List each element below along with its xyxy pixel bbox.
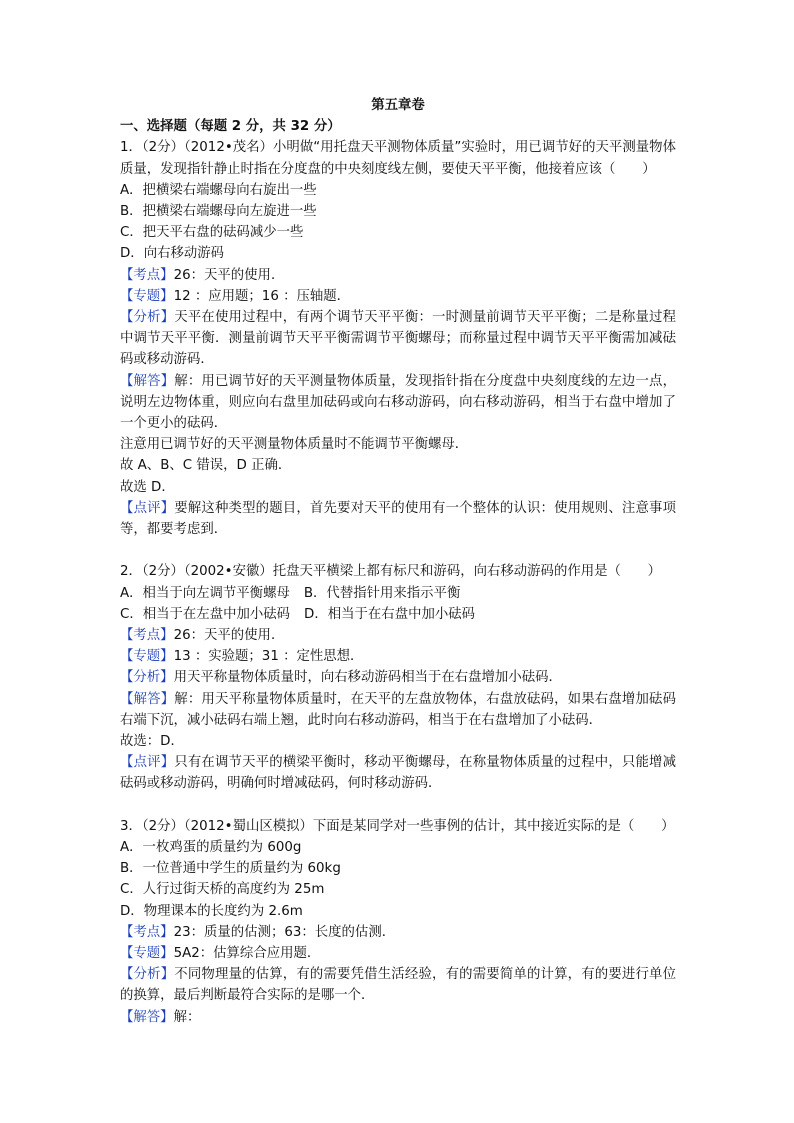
jieda-text: 解： bbox=[173, 1009, 201, 1025]
dianping-tag: 【点评】 bbox=[120, 755, 175, 771]
zhuanti-row bbox=[120, 943, 676, 964]
jieda-tag: 【解答】 bbox=[120, 691, 175, 707]
option-a: A．相当于向左调节平衡螺母 bbox=[120, 585, 290, 601]
fenxi-row bbox=[120, 307, 676, 371]
dianping-row bbox=[120, 752, 676, 794]
jieda-row bbox=[120, 689, 676, 731]
option-b: B．代替指针用来指示平衡 bbox=[303, 585, 461, 601]
zhuanti-text: 5A2：估算综合应用题． bbox=[173, 946, 321, 962]
section-heading: 一、选择题（每题 2 分，共 32 分） bbox=[120, 119, 341, 135]
option-a: A．一枚鸡蛋的质量约为 600g bbox=[120, 840, 302, 856]
question-3 bbox=[120, 816, 676, 1028]
option-b: B．把横梁右端螺母向左旋进一些 bbox=[120, 203, 317, 219]
jieda-tag: 【解答】 bbox=[120, 1009, 174, 1025]
kaodian-row bbox=[120, 265, 676, 286]
jieda-tag: 【解答】 bbox=[120, 373, 175, 389]
zhuanti-text: 12 ：应用题；16 ：压轴题． bbox=[173, 288, 351, 304]
kaodian-tag: 【考点】 bbox=[120, 628, 174, 644]
dianping-text: 只有在调节天平的横梁平衡时，移动平衡螺母，在称量物体质量的过程中，只能增减砝码或移动游码，明确何时增减砝码，何时移动游码． bbox=[120, 755, 677, 792]
option-c: C．把天平右盘的砝码减少一些 bbox=[120, 225, 304, 241]
kaodian-text: 23：质量的估测；63：长度的估测． bbox=[173, 924, 396, 940]
kaodian-text: 26：天平的使用． bbox=[173, 267, 285, 283]
kaodian-tag: 【考点】 bbox=[120, 267, 174, 283]
question-2 bbox=[120, 561, 676, 794]
fenxi-text: 不同物理量的估算，有的需要凭借生活经验，有的需要简单的计算，有的要进行单位的换算，最后判断最符合实际的是哪一个． bbox=[120, 967, 677, 1004]
fenxi-text: 用天平称量物体质量时，向右移动游码相当于在右盘增加小砝码． bbox=[173, 670, 562, 686]
jieda-text: 解：用天平称量物体质量时，在天平的左盘放物体，右盘放砝码，如果右盘增加砝码右端下沉，减小砝码右端上翘，此时向右移动游码，相当于在右盘增加了小砝码． bbox=[120, 691, 677, 728]
extra-line: 注意用已调节好的天平测量物体质量时不能调节平衡螺母． bbox=[120, 437, 469, 453]
zhuanti-tag: 【专题】 bbox=[120, 649, 174, 665]
kaodian-row bbox=[120, 625, 676, 646]
fenxi-text: 天平在使用过程中，有两个调节天平平衡：一时测量前调节天平平衡；二是称量过程中调节天平平衡．测量前调节天平平衡需调节平衡螺母；而称量过程中调节天平平衡需加减砝码或移动游码． bbox=[120, 310, 677, 368]
question-stem: 1．（2分）（2012•茂名）小明做“用托盘天平测物体质量”实验时，用已调节好的天平测量物体质量，发现指针静止时指在分度盘的中央刻度线左侧，要使天平平衡，他接着应该（ ） bbox=[120, 140, 676, 177]
document-title: 第五章卷 bbox=[371, 98, 425, 113]
zhuanti-tag: 【专题】 bbox=[120, 946, 174, 962]
zhuanti-text: 13 ：实验题；31 ：定性思想． bbox=[173, 649, 364, 665]
zhuanti-row bbox=[120, 646, 676, 667]
question-stem: 2．（2分）（2002•安徽）托盘天平横梁上都有标尺和游码，向右移动游码的作用是（ ） bbox=[120, 564, 662, 580]
fenxi-tag: 【分析】 bbox=[120, 310, 175, 325]
option-d: D．相当于在右盘中加小砝码 bbox=[304, 606, 476, 622]
kaodian-row bbox=[120, 922, 676, 943]
fenxi-tag: 【分析】 bbox=[120, 670, 174, 686]
zhuanti-tag: 【专题】 bbox=[120, 288, 174, 304]
fenxi-row bbox=[120, 667, 676, 688]
option-d: D．物理课本的长度约为 2.6m bbox=[120, 903, 303, 919]
zhuanti-row bbox=[120, 286, 676, 307]
fenxi-tag: 【分析】 bbox=[120, 967, 175, 983]
dianping-row bbox=[120, 498, 676, 540]
dianping-tag: 【点评】 bbox=[120, 500, 175, 516]
extra-line: 故 A、B、C 错误，D 正确． bbox=[120, 458, 292, 474]
option-b: B．一位普通中学生的质量约为 60kg bbox=[120, 861, 341, 877]
document-page bbox=[120, 95, 676, 1028]
option-c: C．相当于在左盘中加小砝码 bbox=[120, 606, 291, 622]
extra-line: 故选 D． bbox=[120, 479, 175, 495]
extra-line: 故选：D． bbox=[120, 734, 184, 750]
jieda-text: 解：用已调节好的天平测量物体质量，发现指针指在分度盘中央刻度线的左边一点，说明左边物体重，则应向右盘里加砝码或向右移动游码，向右移动游码，相当于右盘中增加了一个更小的砝码． bbox=[120, 373, 677, 432]
question-1 bbox=[120, 137, 676, 540]
question-stem: 3．（2分）（2012•蜀山区模拟）下面是某同学对一些事例的估计，其中接近实际的是（ ） bbox=[120, 818, 675, 834]
option-row bbox=[120, 604, 676, 625]
jieda-row bbox=[120, 371, 676, 435]
dianping-text: 要解这种类型的题目，首先要对天平的使用有一个整体的认识：使用规则、注意事项等，都要考虑到． bbox=[120, 500, 677, 538]
option-d: D．向右移动游码 bbox=[120, 246, 225, 262]
kaodian-text: 26：天平的使用． bbox=[173, 628, 285, 644]
kaodian-tag: 【考点】 bbox=[120, 924, 174, 940]
jieda-row bbox=[120, 1007, 676, 1028]
option-c: C．人行过街天桥的高度约为 25m bbox=[120, 882, 325, 898]
option-a: A．把横梁右端螺母向右旋出一些 bbox=[120, 182, 317, 198]
fenxi-row bbox=[120, 964, 676, 1006]
option-row bbox=[120, 583, 676, 604]
